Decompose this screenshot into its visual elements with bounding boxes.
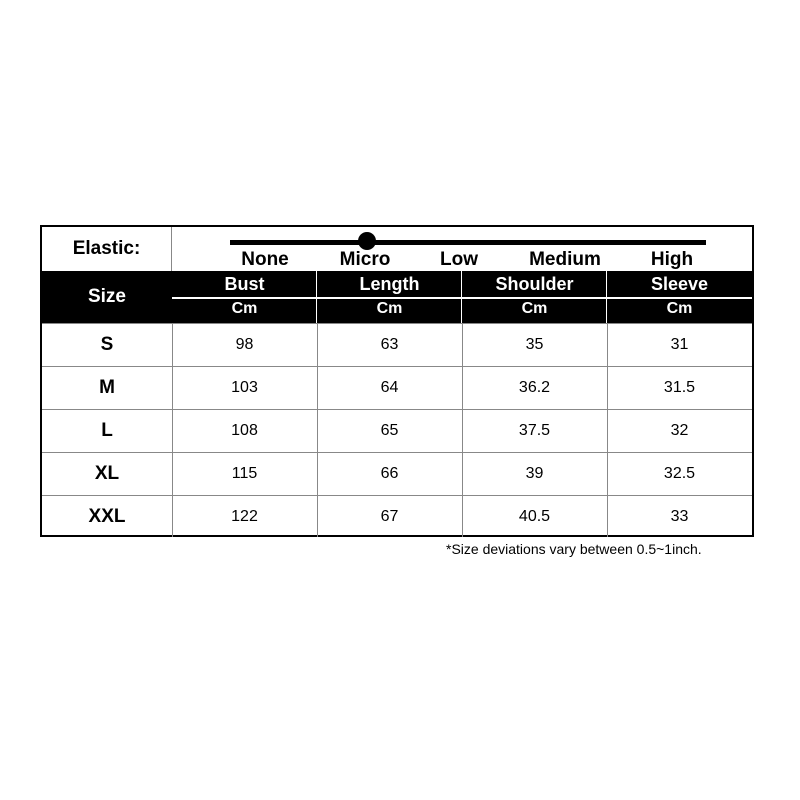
- column-divider: [172, 323, 173, 537]
- length-cell: 63: [380, 336, 399, 353]
- column-header-length: [317, 271, 462, 323]
- length-cell: 66: [380, 465, 399, 482]
- column-unit: Cm: [521, 300, 548, 317]
- elastic-level-medium: Medium: [529, 249, 601, 270]
- column-unit: Cm: [231, 300, 258, 317]
- column-unit: Cm: [376, 300, 403, 317]
- column-name: Length: [359, 274, 420, 294]
- column-header-sleeve: [607, 271, 752, 323]
- column-name: Sleeve: [650, 274, 709, 294]
- shoulder-cell: 36.2: [518, 379, 551, 396]
- size-cell: M: [99, 377, 115, 398]
- length-cell: 65: [380, 422, 399, 439]
- size-cell: XXL: [88, 506, 126, 527]
- sleeve-cell: 33: [670, 508, 689, 525]
- table-row: [42, 452, 752, 495]
- elastic-scale-bar: [230, 240, 706, 245]
- column-unit: Cm: [666, 300, 693, 317]
- column-header-bust: [172, 271, 317, 323]
- sleeve-cell: 31: [670, 336, 689, 353]
- sleeve-cell: 32.5: [663, 465, 696, 482]
- size-chart: [40, 225, 754, 537]
- length-cell: 67: [380, 508, 399, 525]
- column-divider: [317, 323, 318, 537]
- bust-cell: 122: [231, 508, 258, 525]
- elastic-label: Elastic:: [42, 227, 172, 271]
- table-row: [42, 409, 752, 452]
- elastic-levels: [172, 249, 752, 271]
- bust-cell: 108: [231, 422, 258, 439]
- shoulder-cell: 37.5: [518, 422, 551, 439]
- table-row: [42, 323, 752, 366]
- elastic-level-micro: Micro: [339, 249, 391, 270]
- column-divider: [462, 323, 463, 537]
- bust-cell: 103: [231, 379, 258, 396]
- size-cell: XL: [94, 463, 120, 484]
- shoulder-cell: 39: [525, 465, 544, 482]
- column-header-shoulder: [462, 271, 607, 323]
- size-header: Size: [42, 271, 172, 323]
- size-deviation-note: *Size deviations vary between 0.5~1inch.: [446, 541, 702, 557]
- sleeve-cell: 31.5: [663, 379, 696, 396]
- elastic-scale-marker: [358, 232, 376, 250]
- length-cell: 64: [380, 379, 399, 396]
- size-cell: S: [100, 334, 114, 355]
- column-name: Shoulder: [495, 274, 574, 294]
- size-cell: L: [101, 420, 113, 441]
- shoulder-cell: 35: [525, 336, 544, 353]
- shoulder-cell: 40.5: [518, 508, 551, 525]
- elastic-level-high: High: [650, 249, 694, 270]
- column-name: Bust: [224, 274, 265, 294]
- elastic-level-low: Low: [440, 249, 478, 270]
- sleeve-cell: 32: [670, 422, 689, 439]
- bust-cell: 115: [231, 465, 258, 482]
- elastic-level-none: None: [241, 249, 289, 270]
- table-row: [42, 366, 752, 409]
- table-row: [42, 495, 752, 538]
- elastic-scale: [172, 227, 752, 271]
- bust-cell: 98: [235, 336, 254, 353]
- column-divider: [607, 323, 608, 537]
